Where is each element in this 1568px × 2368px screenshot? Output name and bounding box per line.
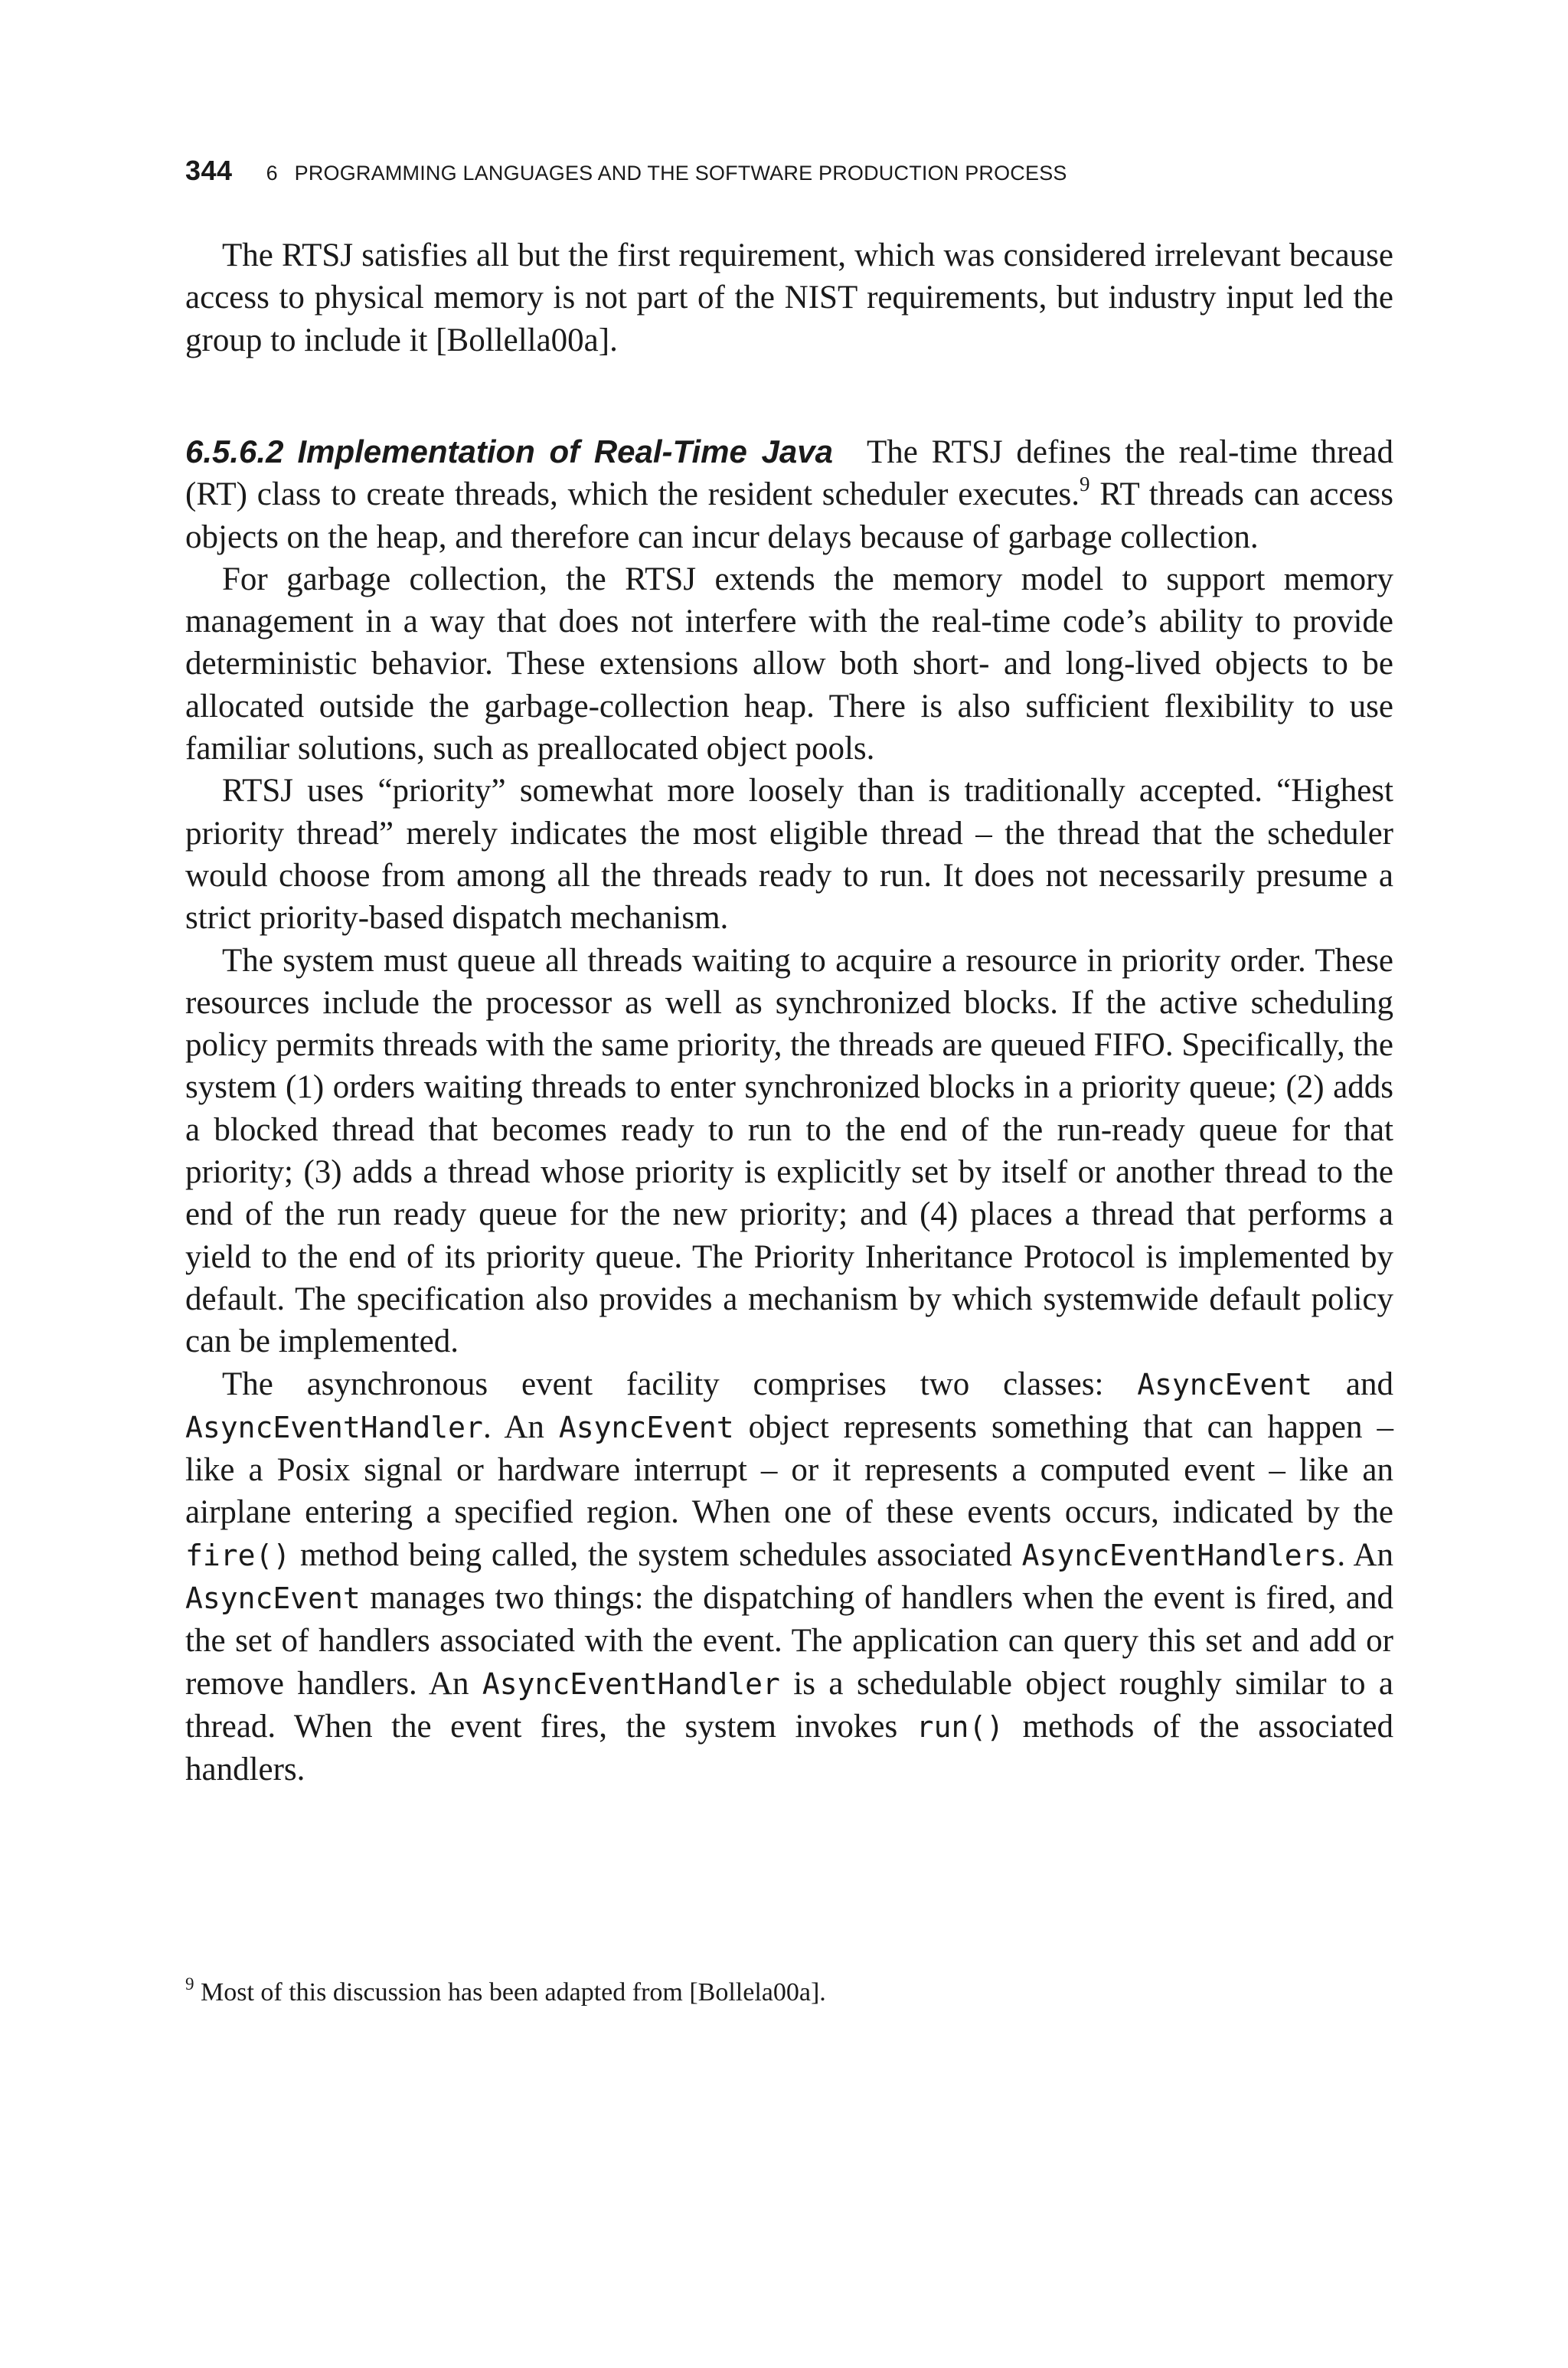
chapter-title: PROGRAMMING LANGUAGES AND THE SOFTWARE PRODUCTION PROCESS bbox=[294, 162, 1067, 185]
paragraph-priority: RTSJ uses “priority” somewhat more loosely than is traditionally accepted. “Highest priority thread” merely indicates the most eligible thread – the thread that the scheduler would choose from among all the threads ready to run. It does not necessarily presume a strict priority-based dispatch mechanism. bbox=[185, 773, 1393, 937]
code-async-event-handler: AsyncEventHandler bbox=[185, 1410, 483, 1444]
chapter-number: 6 bbox=[266, 162, 278, 185]
text-run: method being called, the system schedules associated bbox=[290, 1536, 1022, 1573]
section-body bbox=[185, 430, 1393, 1791]
text-run: methods of the associated handlers. bbox=[185, 1708, 1393, 1788]
text-run: . An bbox=[1337, 1536, 1393, 1573]
paragraph-async-events bbox=[185, 1363, 1393, 1791]
text-run: object represents something that can happen – like a Posix signal or hardware interrupt – or it represents a computed event – like an airplane entering a specified region. When one of these events occurs, indicated by the bbox=[185, 1408, 1393, 1531]
section-lead-text-continued: RT threads can access objects on the heap, and therefore can incur delays because of garbage collection. bbox=[185, 476, 1394, 555]
code-async-event: AsyncEvent bbox=[1137, 1367, 1313, 1402]
code-async-event-handlers: AsyncEventHandlers bbox=[1021, 1538, 1338, 1572]
code-async-event: AsyncEvent bbox=[558, 1410, 734, 1444]
text-run: and bbox=[1312, 1366, 1393, 1402]
section-number: 6.5.6.2 bbox=[185, 433, 284, 469]
code-run-method: run() bbox=[916, 1709, 1004, 1744]
footnote-text: Most of this discussion has been adapted from [Bollela00a]. bbox=[201, 1978, 826, 2007]
text-run: . An bbox=[482, 1408, 559, 1445]
page-number: 344 bbox=[185, 155, 233, 186]
code-async-event-handler: AsyncEventHandler bbox=[482, 1666, 780, 1701]
paragraph-queue: The system must queue all threads waiting to acquire a resource in priority order. These resources include the processor as well as synchronized blocks. If the active scheduling policy permits threads with the same priority, the threads are queued FIFO. Specifically, the system (1) orders waiting threads to enter synchronized blocks in a priority queue; (2) adds a blocked thread that becomes ready to run to the end of the run-ready queue for that priority; (3) adds a thread whose priority is explicitly set by itself or another thread to the end of the run ready queue for the new priority; and (4) places a thread that performs a yield to the end of its priority queue. The Priority Inheritance Protocol is implemented by default. The specification also provides a mechanism by which systemwide default policy can be implemented. bbox=[185, 942, 1393, 1360]
running-head bbox=[185, 155, 1393, 187]
intro-paragraph: The RTSJ satisfies all but the first requirement, which was considered irrelevant because access to physical memory is not part of the NIST requirements, but industry input led the group to include it [Bollella00a]. bbox=[185, 237, 1393, 358]
intro-block bbox=[185, 234, 1393, 361]
section-title: Implementation of Real-Time Java bbox=[297, 433, 833, 469]
text-run: is a schedulable object roughly similar to a thread. When the event fires, the system invokes bbox=[185, 1665, 1393, 1745]
footnote bbox=[185, 1976, 1393, 2010]
footnote-marker: 9 bbox=[185, 1974, 194, 1994]
text-run: manages two things: the dispatching of handlers when the event is fired, and the set of handlers associated with the event. The application can query this set and add or remove handlers. An bbox=[185, 1580, 1393, 1702]
section-heading-paragraph bbox=[185, 430, 1393, 558]
code-async-event: AsyncEvent bbox=[185, 1581, 361, 1616]
code-fire-method: fire() bbox=[185, 1538, 291, 1572]
text-run: The asynchronous event facility comprises two classes: bbox=[222, 1366, 1138, 1402]
paragraph-garbage-collection: For garbage collection, the RTSJ extends the memory model to support memory management in a way that does not interfere with the real-time code’s ability to provide deterministic behavior. These extensions allow both short- and long-lived objects to be allocated outside the garbage-collection heap. There is also sufficient flexibility to use familiar solutions, such as preallocated object pools. bbox=[185, 561, 1393, 767]
section-lead-text: The RTSJ defines the real-time thread (RT) class to create threads, which the resident scheduler executes. bbox=[185, 434, 1394, 513]
footnote-reference[interactable]: 9 bbox=[1080, 473, 1090, 496]
